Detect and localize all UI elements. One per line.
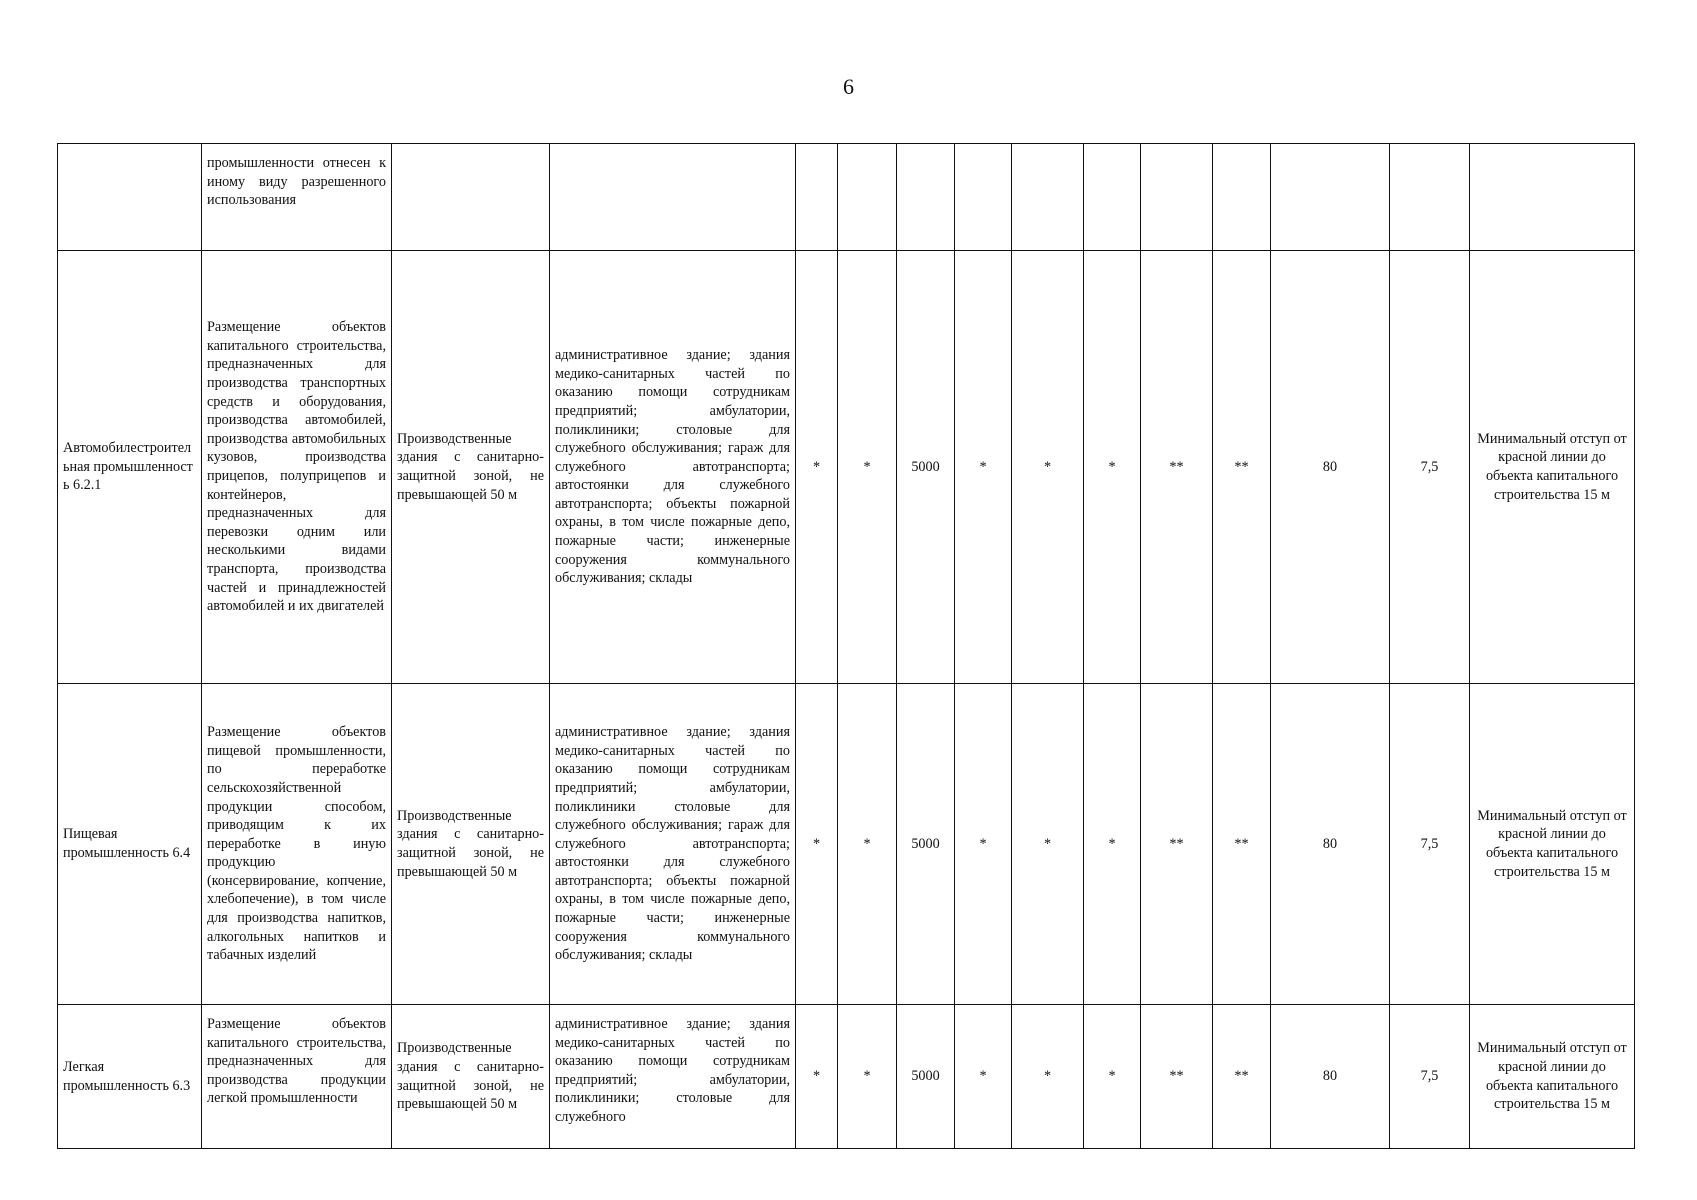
- param-cell: **: [1141, 1005, 1213, 1149]
- param-cell: [1213, 144, 1271, 251]
- note-cell: Минимальный отступ от красной линии до объекта капитального строительства 15 м: [1470, 251, 1635, 684]
- param-cell: **: [1213, 1005, 1271, 1149]
- param-cell: 7,5: [1390, 251, 1470, 684]
- param-cell: [955, 144, 1012, 251]
- use-name-cell: Автомобилестроительная промышленность 6.2.1: [58, 251, 202, 684]
- param-cell: 80: [1271, 1005, 1390, 1149]
- param-cell: *: [1084, 1005, 1141, 1149]
- param-cell: *: [796, 1005, 838, 1149]
- param-cell: 80: [1271, 684, 1390, 1005]
- param-cell: **: [1141, 251, 1213, 684]
- param-cell: [838, 144, 897, 251]
- use-description-cell: промышленности отнесен к иному виду разрешенного использования: [202, 144, 392, 251]
- auxiliary-use-cell: административное здание; здания медико-санитарных частей по оказанию помощи сотрудникам предприятий; амбулатории, поликлиники; столовые для служебного: [550, 1005, 796, 1149]
- main-use-cell: Производственные здания с санитарно-защитной зоной, не превышающей 50 м: [392, 684, 550, 1005]
- param-cell: *: [1012, 1005, 1084, 1149]
- param-cell: [1141, 144, 1213, 251]
- note-cell: [1470, 144, 1635, 251]
- use-description-cell: Размещение объектов пищевой промышленности, по переработке сельскохозяйственной продукции способом, приводящим к их переработке в иную продукцию (консервирование, копчение, хлебопечение), в том числе для производства напитков, алкогольных напитков и табачных изделий: [202, 684, 392, 1005]
- param-cell: 7,5: [1390, 1005, 1470, 1149]
- main-use-cell: Производственные здания с санитарно-защитной зоной, не превышающей 50 м: [392, 1005, 550, 1149]
- table-row: [58, 684, 1635, 1005]
- param-cell: *: [1084, 251, 1141, 684]
- param-cell: [897, 144, 955, 251]
- use-description-cell: Размещение объектов капитального строительства, предназначенных для производства продукции легкой промышленности: [202, 1005, 392, 1149]
- param-cell: *: [1012, 684, 1084, 1005]
- table-row: [58, 144, 1635, 251]
- regulations-table: [57, 143, 1635, 1149]
- use-name-cell: [58, 144, 202, 251]
- param-cell: *: [838, 684, 897, 1005]
- param-cell: *: [1012, 251, 1084, 684]
- use-name-cell: Пищевая промышленность 6.4: [58, 684, 202, 1005]
- param-cell: *: [955, 251, 1012, 684]
- table-row: [58, 251, 1635, 684]
- param-cell: *: [955, 1005, 1012, 1149]
- table-row: [58, 1005, 1635, 1149]
- param-cell: [796, 144, 838, 251]
- param-cell: 80: [1271, 251, 1390, 684]
- main-use-cell: Производственные здания с санитарно-защитной зоной, не превышающей 50 м: [392, 251, 550, 684]
- auxiliary-use-cell: административное здание; здания медико-санитарных частей по оказанию помощи сотрудникам предприятий; амбулатории, поликлиники столовые для служебного обслуживания; гараж для служебного автотранспорта; автостоянки для служебного автотранспорта; объекты пожарной охраны, в том числе пожарные депо, пожарные части; инженерные сооружения коммунального обслуживания; склады: [550, 684, 796, 1005]
- param-cell: [1271, 144, 1390, 251]
- param-cell: **: [1213, 684, 1271, 1005]
- param-cell: **: [1141, 684, 1213, 1005]
- param-cell: 7,5: [1390, 684, 1470, 1005]
- param-cell: 5000: [897, 684, 955, 1005]
- param-cell: *: [838, 1005, 897, 1149]
- note-cell: Минимальный отступ от красной линии до объекта капитального строительства 15 м: [1470, 1005, 1635, 1149]
- param-cell: *: [955, 684, 1012, 1005]
- page-number: 6: [843, 74, 854, 99]
- use-description-cell: Размещение объектов капитального строительства, предназначенных для производства транспортных средств и оборудования, производства автомобилей, производства автомобильных кузовов, производства прицепов, полуприцепов и контейнеров, предназначенных для перевозки одним или несколькими видами транспорта, производства частей и принадлежностей автомобилей и их двигателей: [202, 251, 392, 684]
- param-cell: *: [1084, 684, 1141, 1005]
- param-cell: 5000: [897, 251, 955, 684]
- param-cell: **: [1213, 251, 1271, 684]
- param-cell: *: [838, 251, 897, 684]
- param-cell: *: [796, 251, 838, 684]
- param-cell: *: [796, 684, 838, 1005]
- auxiliary-use-cell: [550, 144, 796, 251]
- param-cell: [1012, 144, 1084, 251]
- param-cell: [1084, 144, 1141, 251]
- param-cell: [1390, 144, 1470, 251]
- main-use-cell: [392, 144, 550, 251]
- param-cell: 5000: [897, 1005, 955, 1149]
- note-cell: Минимальный отступ от красной линии до объекта капитального строительства 15 м: [1470, 684, 1635, 1005]
- auxiliary-use-cell: административное здание; здания медико-санитарных частей по оказанию помощи сотрудникам предприятий; амбулатории, поликлиники; столовые для служебного обслуживания; гараж для служебного автотранспорта; автостоянки для служебного автотранспорта; объекты пожарной охраны, в том числе пожарные депо, пожарные части; инженерные сооружения коммунального обслуживания; склады: [550, 251, 796, 684]
- use-name-cell: Легкая промышленность 6.3: [58, 1005, 202, 1149]
